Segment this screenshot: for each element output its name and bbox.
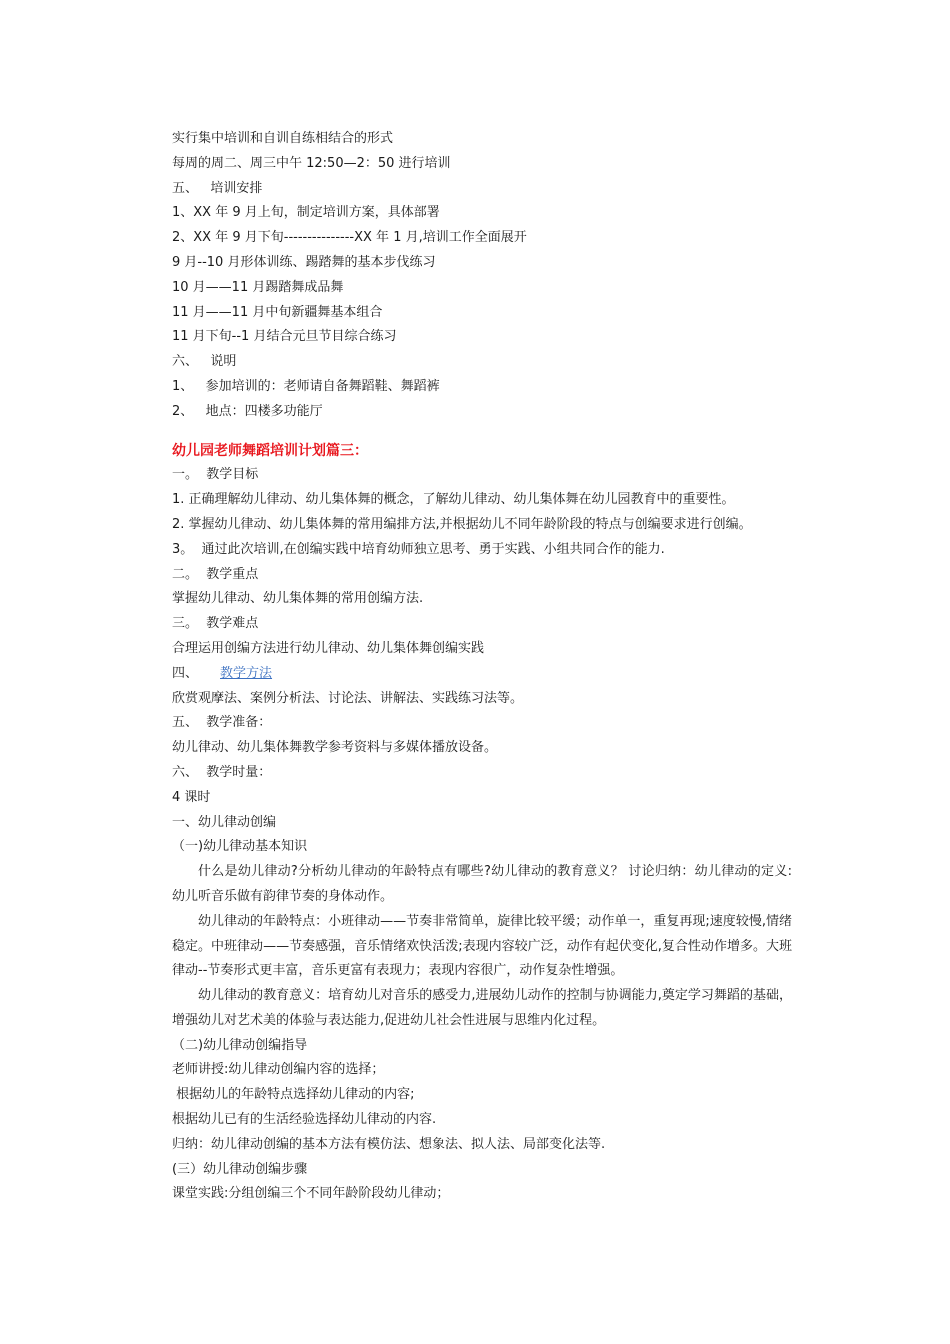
text-line: 2、XX 年 9 月下旬---------------XX 年 1 月,培训工作全面展开: [172, 230, 527, 246]
text-line: 一、幼儿律动创编: [172, 814, 277, 830]
text-line: 一。 教学目标: [172, 467, 259, 483]
text-line: （一)幼儿律动基本知识: [172, 839, 308, 855]
paragraph: 什么是幼儿律动?分析幼儿律动的年龄特点有哪些?幼儿律动的教育意义？ 讨论归纳：幼儿律动的定义:幼儿听音乐做有韵律节奏的身体动作。: [172, 864, 792, 904]
text-line: 掌握幼儿律动、幼儿集体舞的常用创编方法.: [172, 591, 424, 607]
text-line: 幼儿律动、幼儿集体舞教学参考资料与多媒体播放设备。: [172, 740, 498, 756]
text-line: 二。 教学重点: [172, 566, 259, 582]
text-line: (三）幼儿律动创编步骤: [172, 1161, 308, 1177]
text-line: 六、 教学时量：: [172, 764, 272, 780]
text-line: 老师讲授:幼儿律动创编内容的选择；: [172, 1062, 385, 1078]
text-line: 11 月下旬--1 月结合元旦节目综合练习: [172, 329, 397, 345]
text-line: 每周的周二、周三中午 12:50—2：50 进行培训: [172, 155, 451, 171]
text-line: 9 月--10 月形体训练、踢踏舞的基本步伐练习: [172, 254, 436, 270]
text-line: 3。 通过此次培训,在创编实践中培育幼师独立思考、勇于实践、小组共同合作的能力.: [172, 541, 665, 557]
text-line: 六、 说明: [172, 354, 237, 370]
text-line: 五、 教学准备：: [172, 715, 272, 731]
teaching-method-line: [172, 662, 792, 687]
text-line: 2、 地点：四楼多功能厅: [172, 403, 323, 419]
text-line: 课堂实践:分组创编三个不同年龄阶段幼儿律动；: [172, 1186, 450, 1202]
method-prefix: 四、: [172, 665, 199, 681]
text-line: 1、XX 年 9 月上旬，制定培训方案，具体部署: [172, 205, 440, 221]
text-line: 11 月——11 月中旬新疆舞基本组合: [172, 304, 383, 320]
text-line: 10 月——11 月踢踏舞成品舞: [172, 279, 344, 295]
text-line: 五、 培训安排: [172, 180, 263, 196]
teaching-method-link[interactable]: 教学方法: [220, 665, 273, 681]
text-line: 根据幼儿已有的生活经验选择幼儿律动的内容.: [172, 1112, 437, 1128]
text-line: 欣赏观摩法、案例分析法、讨论法、讲解法、实践练习法等。: [172, 690, 524, 706]
text-line: （二)幼儿律动创编指导: [172, 1037, 308, 1053]
text-line: 归纳：幼儿律动创编的基本方法有模仿法、想象法、拟人法、局部变化法等.: [172, 1136, 606, 1152]
text-line: 根据幼儿的年龄特点选择幼儿律动的内容;: [172, 1087, 415, 1103]
text-line: 三。 教学难点: [172, 616, 259, 632]
text-line: 1. 正确理解幼儿律动、幼儿集体舞的概念，了解幼儿律动、幼儿集体舞在幼儿园教育中的重要性。: [172, 492, 735, 508]
text-line: 2. 掌握幼儿律动、幼儿集体舞的常用编排方法,并根据幼儿不同年龄阶段的特点与创编要求进行创编。: [172, 516, 752, 532]
text-line: 实行集中培训和自训自练相结合的形式: [172, 131, 394, 146]
text-line: 合理运用创编方法进行幼儿律动、幼儿集体舞创编实践: [172, 640, 485, 656]
text-line: 4 课时: [172, 789, 211, 805]
paragraph: 幼儿律动的年龄特点：小班律动——节奏非常简单，旋律比较平缓；动作单一，重复再现;速度较慢,情绪稳定。中班律动——节奏感强，音乐情绪欢快活泼;表现内容较广泛，动作有起伏变化,复合性动作增多。大班律动--节奏形式更丰富，音乐更富有表现力；表现内容很广，动作复杂性增强。: [172, 913, 792, 979]
text-line: 1、 参加培训的：老师请自备舞蹈鞋、舞蹈裤: [172, 378, 440, 394]
paragraph: 幼儿律动的教育意义：培育幼儿对音乐的感受力,进展幼儿动作的控制与协调能力,奠定学习舞蹈的基础，增强幼儿对艺术美的体验与表达能力,促进幼儿社会性进展与思维内化过程。: [172, 988, 792, 1028]
section-heading: 幼儿园老师舞蹈培训计划篇三：: [172, 442, 368, 459]
document-body: [172, 127, 792, 1207]
